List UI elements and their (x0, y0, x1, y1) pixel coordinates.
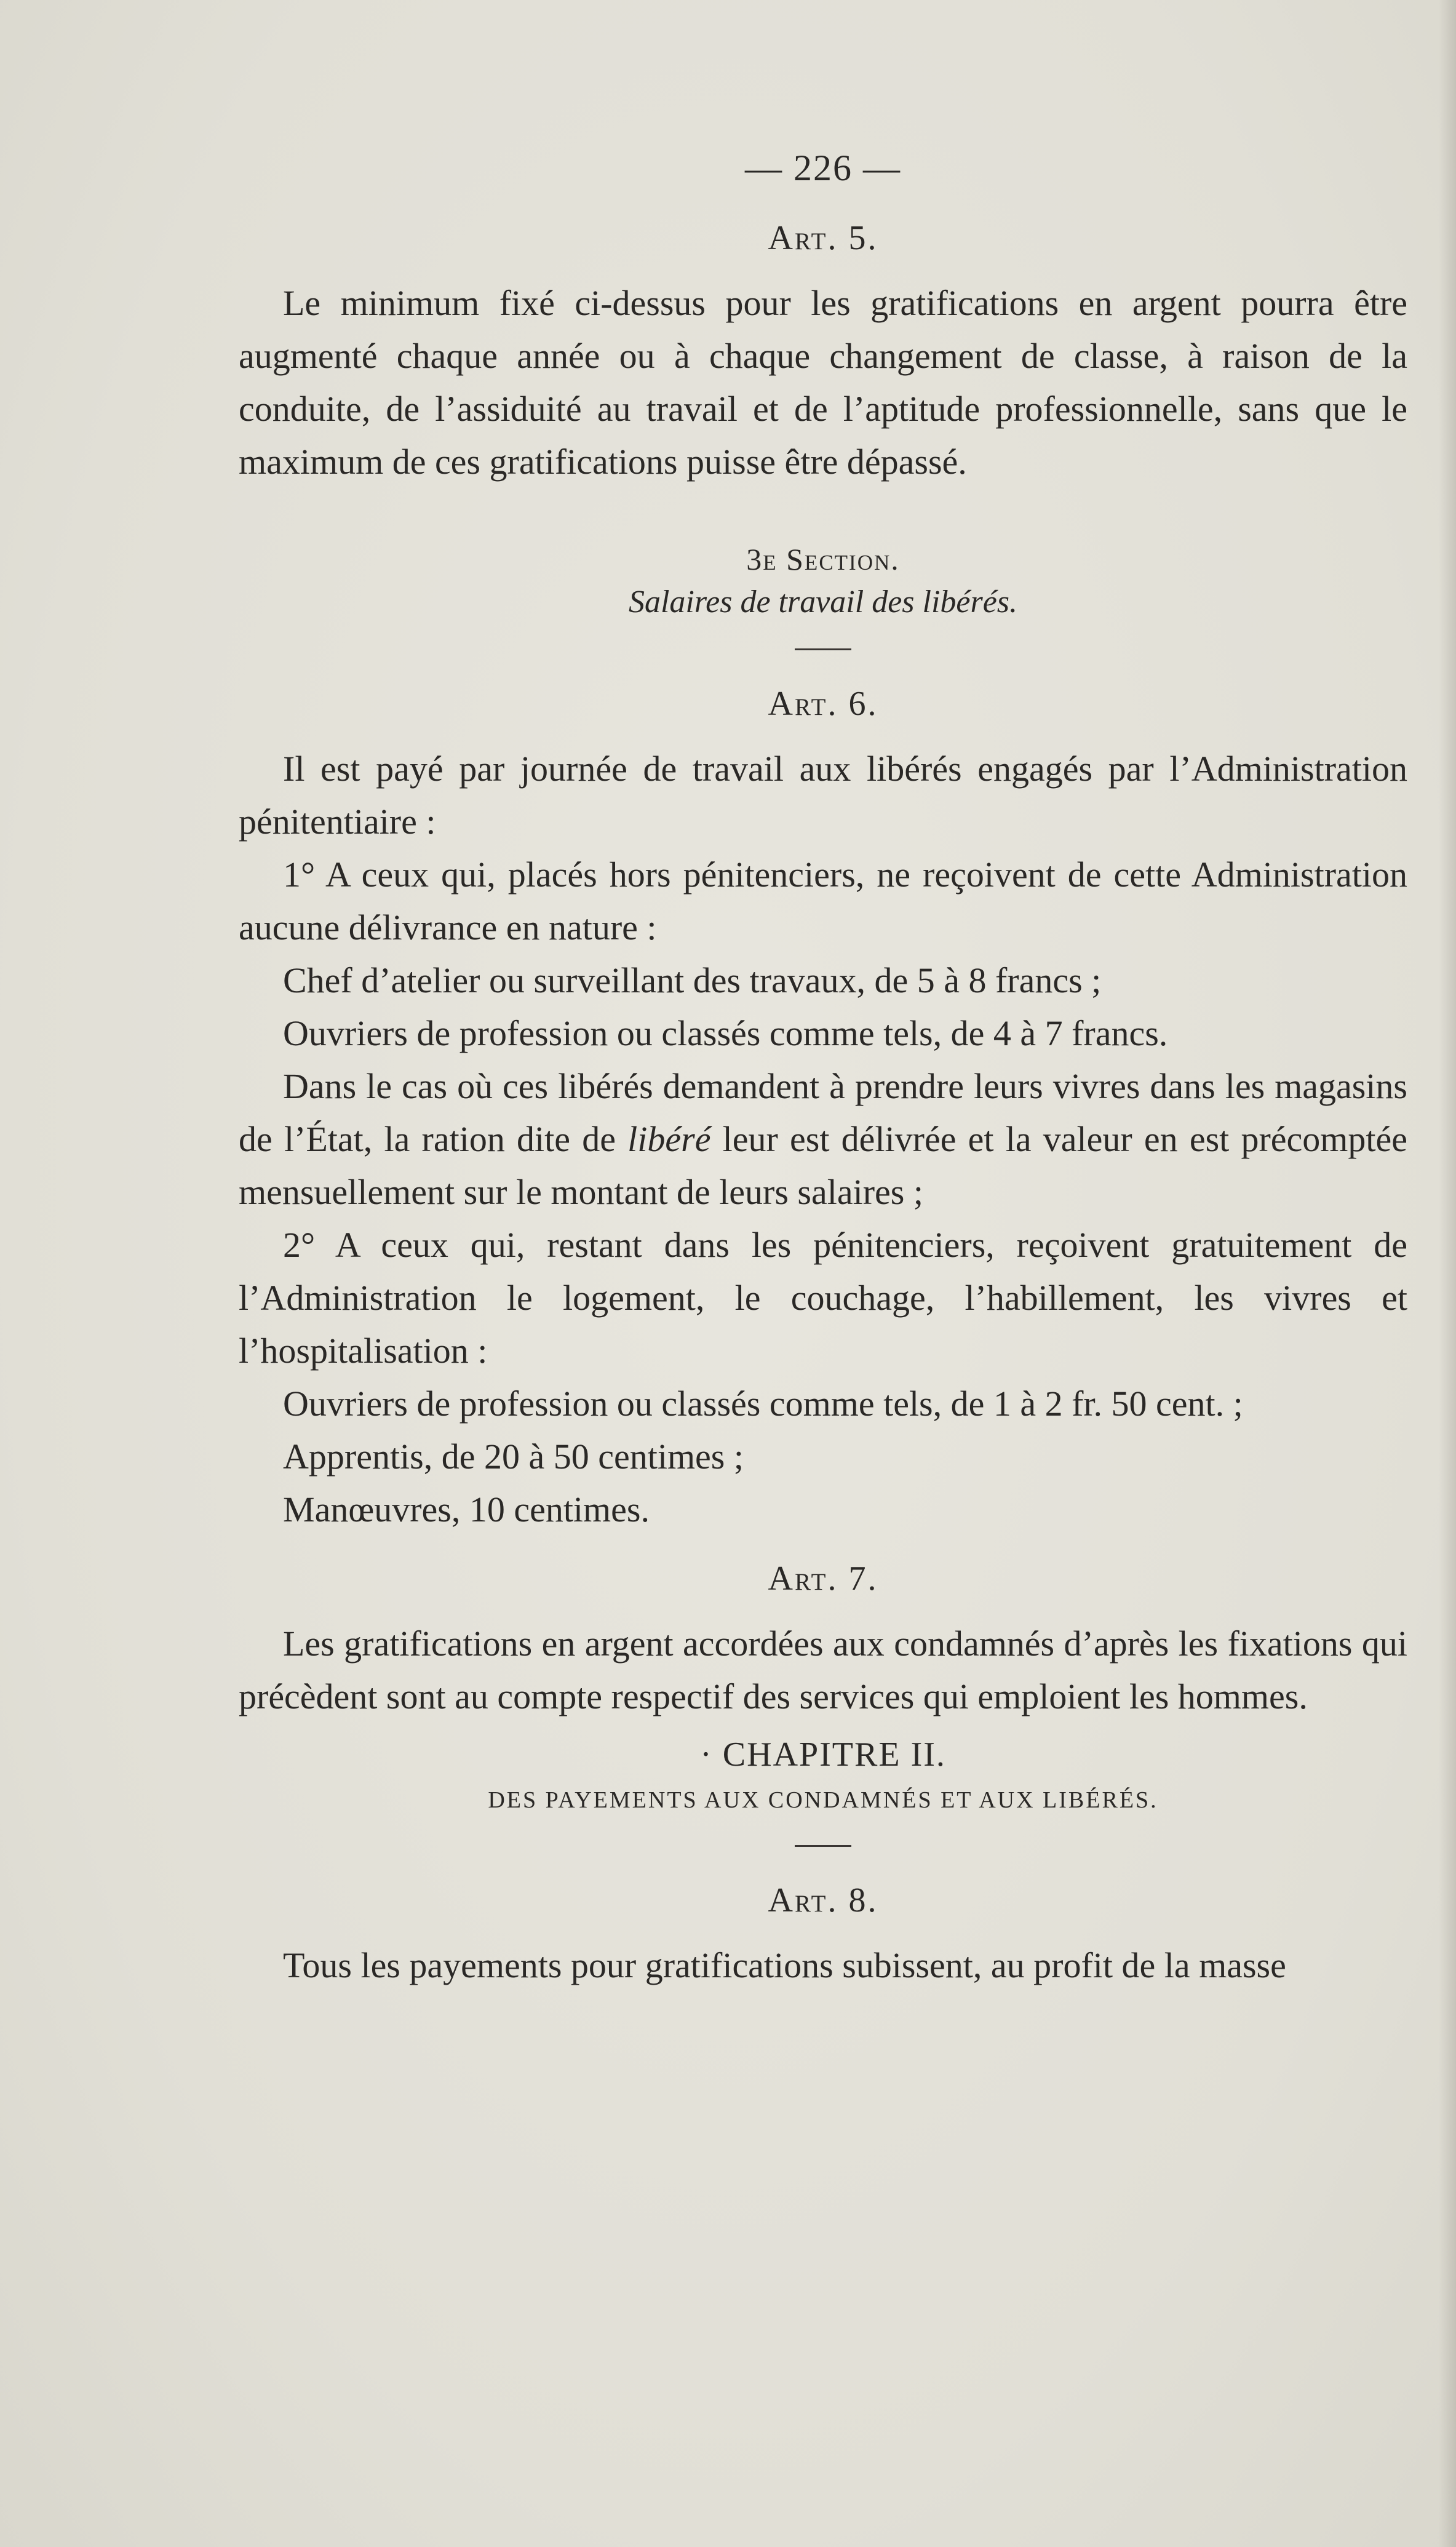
article-6-item-1: 1° A ceux qui, placés hors pénitenciers, ne reçoivent de cette Administration aucune délivrance en nature : (239, 855, 1407, 947)
page-number: — 226 — (745, 148, 901, 188)
article-5-heading: Art. 5. (768, 219, 878, 257)
article-5-text: Le minimum fixé ci-dessus pour les gratifications en argent pourra être augmenté chaque année ou à chaque changement de classe, à raison de la conduite, de l’assiduité au travail et de l’aptitude professionnelle, sans que le maximum de ces gratifications puisse être dépassé. (239, 283, 1407, 482)
article-7-text: Les gratifications en argent accordées aux condamnés d’après les fixations qui précèdent sont au compte respectif des services qui emploient les hommes. (239, 1624, 1407, 1716)
article-7-heading: Art. 7. (768, 1560, 878, 1598)
article-6-note-emphasis: libéré (627, 1119, 711, 1159)
article-6-item-1-note (239, 1060, 1407, 1219)
chapter-2-title: · CHAPITRE II. (700, 1736, 946, 1774)
chapter-divider-rule (795, 1845, 851, 1847)
article-6-item-2-apprentis: Apprentis, de 20 à 50 centimes ; (283, 1437, 744, 1477)
chapter-2-subtitle: DES PAYEMENTS AUX CONDAMNÉS ET AUX LIBÉRÉS. (488, 1787, 1158, 1813)
article-8-text: Tous les payements pour gratifications subissent, au profit de la masse (283, 1945, 1286, 1985)
article-8-heading: Art. 8. (768, 1881, 878, 1919)
article-6-item-2: 2° A ceux qui, restant dans les pénitenciers, reçoivent gratuitement de l’Administration le logement, le couchage, l’habillement, les vivres et l’hospitalisation : (239, 1225, 1407, 1371)
article-6-heading: Art. 6. (768, 685, 878, 723)
page-edge-shadow (1439, 0, 1456, 2547)
article-6-intro: Il est payé par journée de travail aux libérés engagés par l’Administration pénitentiaire : (239, 749, 1407, 842)
article-6-item-2-manoeuvres: Manœuvres, 10 centimes. (283, 1489, 650, 1529)
section-divider-rule (795, 648, 851, 650)
article-6-item-1-ouvriers: Ouvriers de profession ou classés comme tels, de 4 à 7 francs. (283, 1013, 1168, 1053)
article-6-item-2-ouvriers: Ouvriers de profession ou classés comme tels, de 1 à 2 fr. 50 cent. ; (283, 1384, 1243, 1424)
section-3-subtitle: Salaires de travail des libérés. (628, 584, 1018, 620)
article-6-note-part-1: Dans le cas où ces libérés demandent à prendre leurs vivres dans les magasins de l’État, la ration dite de (239, 1066, 1407, 1159)
article-6-item-1-chef: Chef d’atelier ou surveillant des travaux, de 5 à 8 francs ; (283, 960, 1102, 1000)
article-6-note-part-2: leur est délivrée et la valeur en est précomptée mensuellement sur le montant de leurs salaires ; (239, 1119, 1407, 1212)
page-text-block (239, 142, 1407, 1992)
section-3-title: 3e Section. (746, 542, 900, 576)
